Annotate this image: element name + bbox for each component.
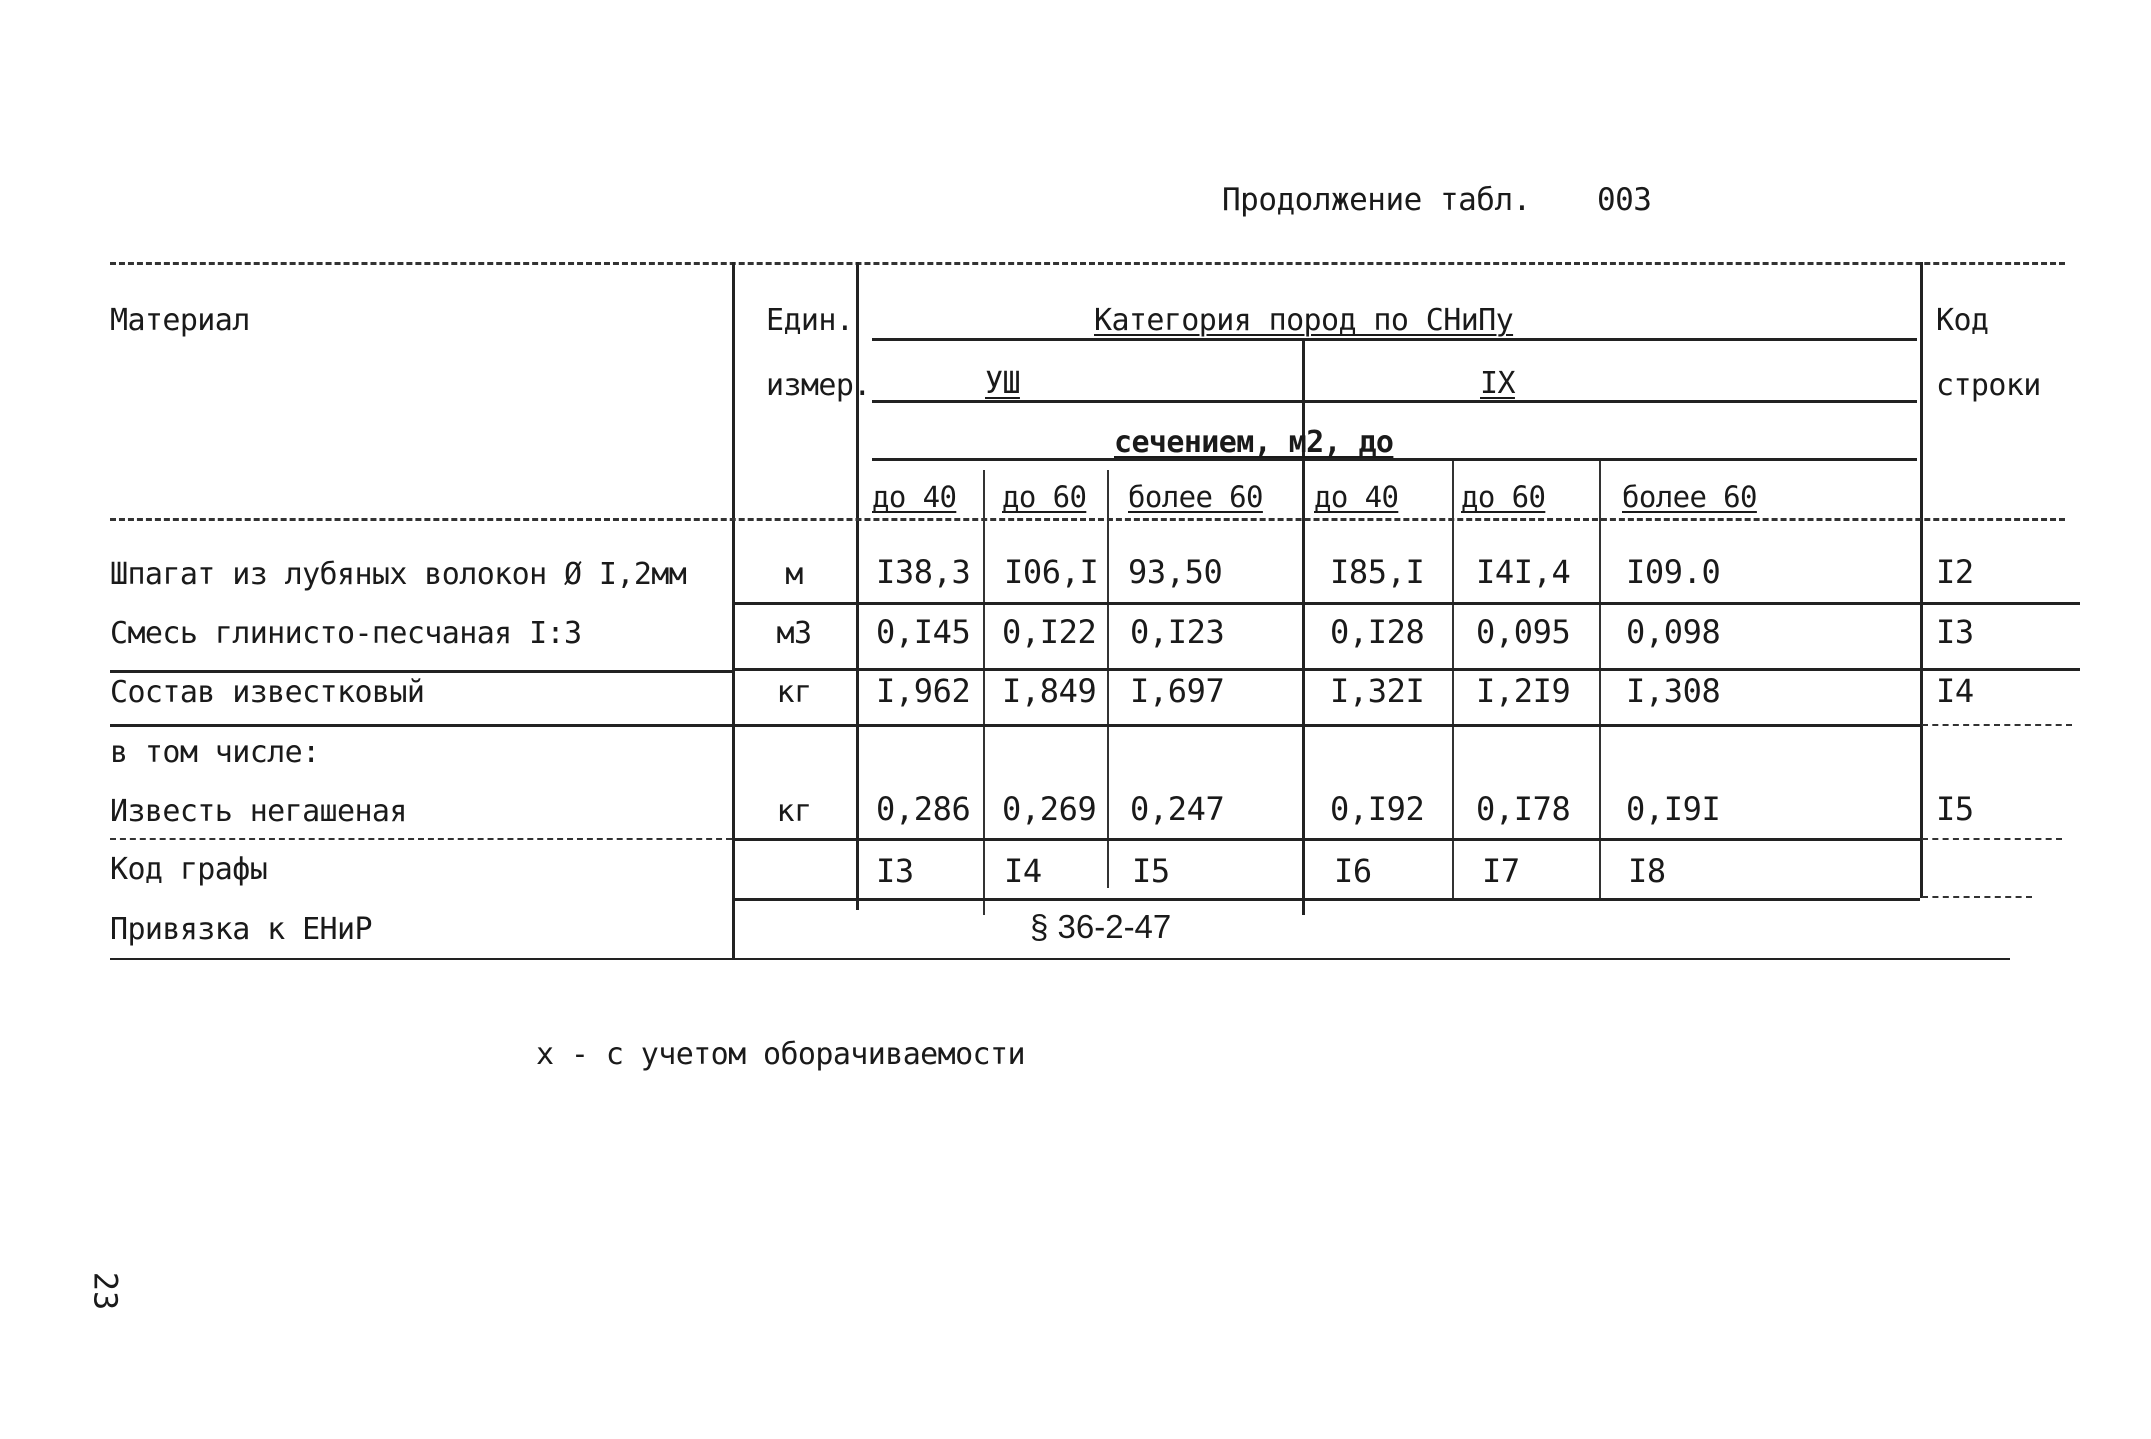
column-code-5: I7 xyxy=(1482,852,1520,890)
header-unit-line2: измер. xyxy=(766,368,871,403)
column-codes-label: Код графы xyxy=(110,852,268,887)
subcol-6: более 60 xyxy=(1622,480,1757,514)
row-3-val-6: I,308 xyxy=(1626,672,1721,710)
header-category-rule xyxy=(872,338,1917,341)
binding-value: § 36-2-47 xyxy=(1030,908,1172,945)
row-5-rule-left xyxy=(110,838,732,840)
binding-label: Привязка к ЕНиР xyxy=(110,912,372,947)
header-row-code-line2: строки xyxy=(1936,368,2041,403)
row-1-code: I2 xyxy=(1936,553,1974,591)
row-3-val-3: I,697 xyxy=(1130,672,1225,710)
header-unit-line1: Един. xyxy=(766,303,854,338)
row-2-val-4: 0,I28 xyxy=(1330,613,1425,651)
row-5-rule-code xyxy=(1922,838,2062,840)
row-3-val-2: I,849 xyxy=(1002,672,1097,710)
row-2-val-5: 0,095 xyxy=(1476,613,1571,651)
col-divider-1 xyxy=(983,470,985,915)
table-top-rule xyxy=(110,262,2065,265)
row-5-val-2: 0,269 xyxy=(1002,790,1097,828)
row-1-val-1: I38,3 xyxy=(876,553,971,591)
row-2-material: Смесь глинисто-песчаная I:3 xyxy=(110,616,582,651)
row-3-val-4: I,32I xyxy=(1330,672,1425,710)
row-2-unit: м3 xyxy=(776,616,812,651)
row-4-material: в том числе: xyxy=(110,735,320,770)
row-3-material: Состав известковый xyxy=(110,675,425,710)
caption-label: Продолжение табл. xyxy=(1222,182,1531,218)
header-category: Категория пород по СНиПу xyxy=(1094,303,1514,338)
subcol-1: до 40 xyxy=(872,480,957,514)
row-5-val-3: 0,247 xyxy=(1130,790,1225,828)
row-5-val-4: 0,I92 xyxy=(1330,790,1425,828)
column-code-3: I5 xyxy=(1132,852,1170,890)
row-2-val-2: 0,I22 xyxy=(1002,613,1097,651)
row-1-val-3: 93,50 xyxy=(1128,553,1223,591)
col-divider-5 xyxy=(1599,460,1601,900)
row-3-rule-code xyxy=(1922,724,2072,726)
row-2-rule-left xyxy=(110,670,732,673)
row-1-val-2: I06,I xyxy=(1004,553,1099,591)
row-1-unit: м xyxy=(785,557,803,592)
caption-number: 003 xyxy=(1596,182,1652,218)
header-group-rule xyxy=(872,400,1917,403)
row-2-val-6: 0,098 xyxy=(1626,613,1721,651)
column-code-6: I8 xyxy=(1628,852,1666,890)
row-2-rule xyxy=(732,668,2080,671)
row-1-val-6: I09.0 xyxy=(1626,553,1721,591)
row-3-code: I4 xyxy=(1936,672,1974,710)
row-5-rule xyxy=(732,838,1922,841)
row-1-material: Шпагат из лубяных волокон Ø I,2мм xyxy=(110,557,687,592)
row-3-rule-left xyxy=(110,724,732,727)
col-divider-unit xyxy=(732,262,735,960)
column-codes-rule-code xyxy=(1922,896,2032,898)
column-code-4: I6 xyxy=(1334,852,1372,890)
row-1-val-4: I85,I xyxy=(1330,553,1425,591)
row-5-code: I5 xyxy=(1936,790,1974,828)
col-divider-4 xyxy=(1452,460,1454,900)
header-group-1: УШ xyxy=(985,366,1020,401)
row-2-val-3: 0,I23 xyxy=(1130,613,1225,651)
column-code-2: I4 xyxy=(1004,852,1042,890)
col-divider-values-start xyxy=(856,262,859,910)
header-group-2: IX xyxy=(1480,366,1515,401)
row-1-val-5: I4I,4 xyxy=(1476,553,1571,591)
row-3-rule xyxy=(732,724,1922,727)
subcol-4: до 40 xyxy=(1314,480,1399,514)
row-5-val-6: 0,I9I xyxy=(1626,790,1721,828)
row-3-val-5: I,2I9 xyxy=(1476,672,1571,710)
footnote: х - с учетом оборачиваемости xyxy=(536,1037,1025,1072)
row-2-code: I3 xyxy=(1936,613,1974,651)
binding-rule xyxy=(110,958,2010,960)
subcol-3: более 60 xyxy=(1128,480,1263,514)
table-caption xyxy=(1222,182,1651,218)
col-divider-2 xyxy=(1107,470,1109,888)
row-5-material: Известь негашеная xyxy=(110,794,407,829)
header-section: сечением, м2, до xyxy=(1114,425,1394,460)
row-5-val-5: 0,I78 xyxy=(1476,790,1571,828)
column-codes-rule xyxy=(732,898,1920,901)
col-divider-code xyxy=(1920,262,1923,898)
row-1-rule xyxy=(732,602,2080,605)
row-3-unit: кг xyxy=(776,675,812,710)
header-row-code-line1: Код xyxy=(1936,303,1989,338)
subcol-5: до 60 xyxy=(1461,480,1546,514)
header-bottom-rule xyxy=(110,518,2065,521)
row-3-val-1: I,962 xyxy=(876,672,971,710)
column-code-1: I3 xyxy=(876,852,914,890)
row-2-val-1: 0,I45 xyxy=(876,613,971,651)
row-5-val-1: 0,286 xyxy=(876,790,971,828)
header-section-rule xyxy=(872,458,1917,461)
subcol-2: до 60 xyxy=(1002,480,1087,514)
page-number: 23 xyxy=(86,1271,125,1311)
header-material: Материал xyxy=(110,303,250,338)
row-5-unit: кг xyxy=(776,794,812,829)
